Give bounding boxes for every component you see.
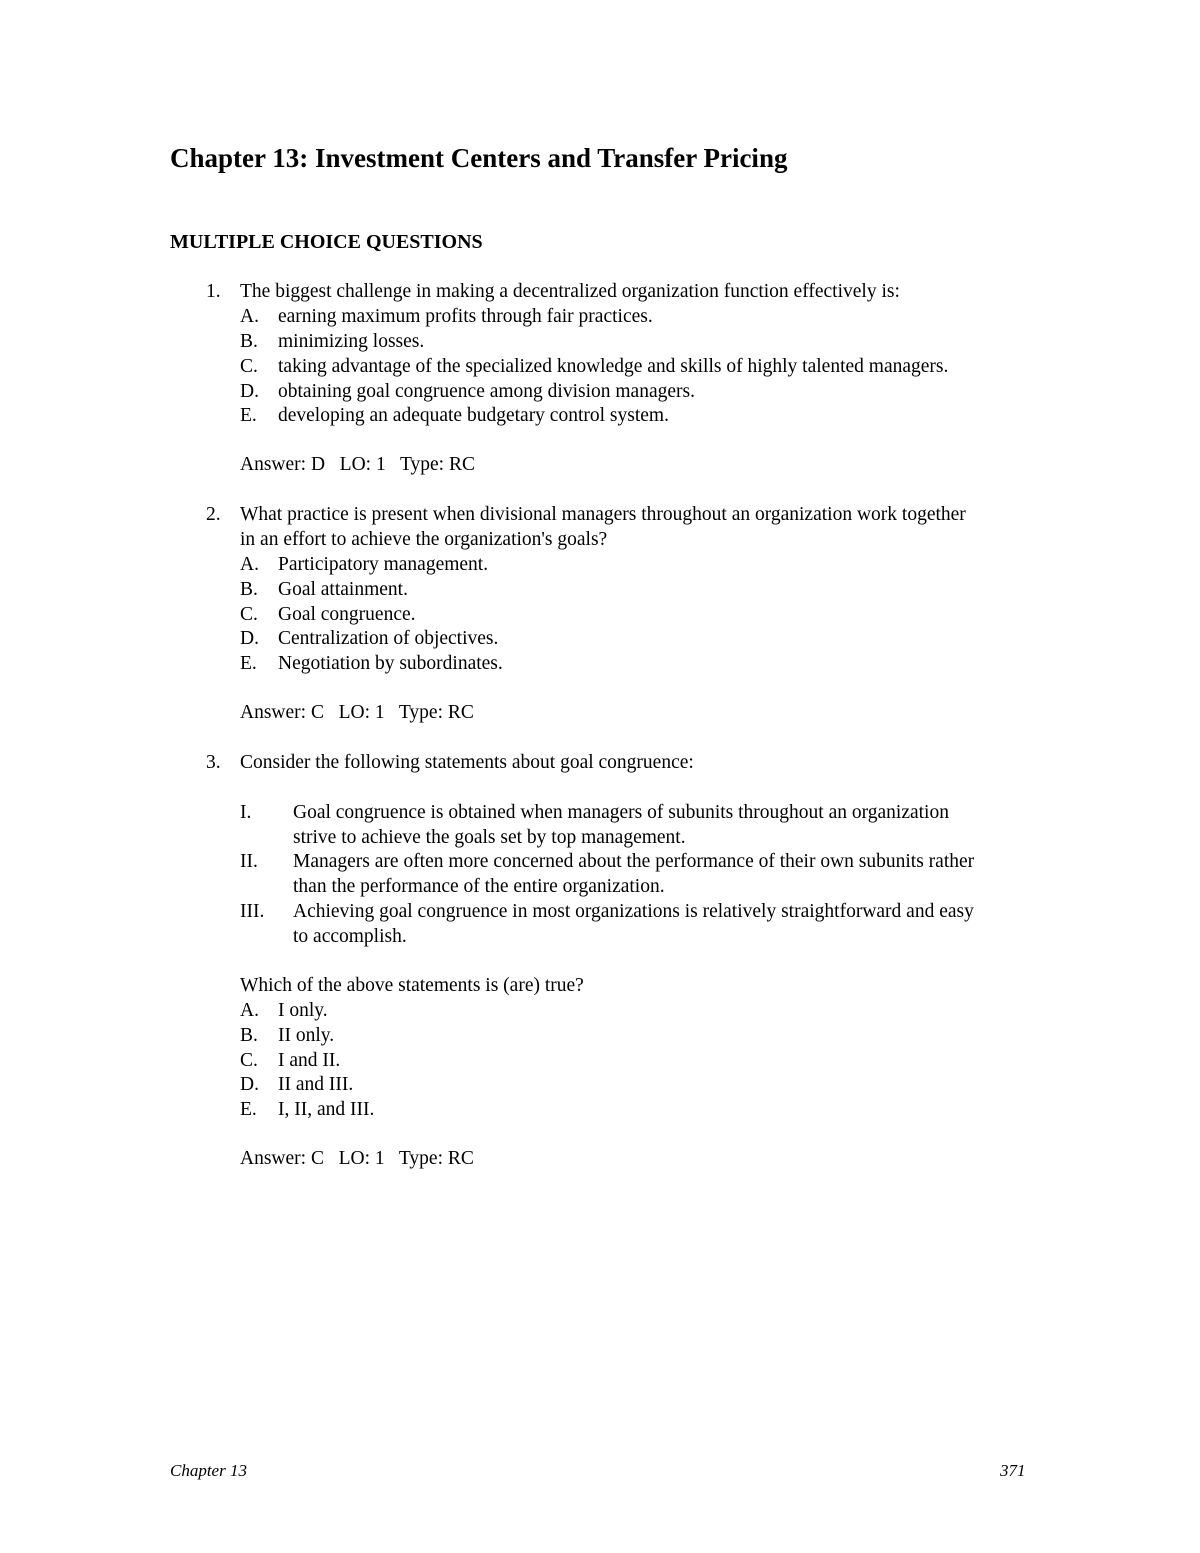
statement-text: than the performance of the entire organization. — [293, 876, 665, 897]
option-text: I and II. — [278, 1050, 341, 1071]
option-text: developing an adequate budgetary control system. — [278, 405, 669, 426]
footer-page-number: 371 — [1000, 1461, 1026, 1480]
question-prompt: Which of the above statements is (are) true? — [240, 975, 584, 996]
option-letter: A. — [240, 554, 259, 575]
option-text: taking advantage of the specialized knowledge and skills of highly talented managers. — [278, 356, 949, 377]
option-letter: A. — [240, 1000, 259, 1021]
option-letter: E. — [240, 653, 257, 674]
statement-text: Achieving goal congruence in most organizations is relatively straightforward and easy — [293, 901, 974, 922]
option-letter: E. — [240, 1099, 257, 1120]
option-text: Goal attainment. — [278, 579, 408, 600]
option-text: II only. — [278, 1025, 335, 1046]
option-text: Centralization of objectives. — [278, 628, 499, 649]
option-letter: D. — [240, 1074, 259, 1095]
statement-text: to accomplish. — [293, 926, 407, 947]
question-number: 3. — [206, 752, 221, 773]
answer-line: Answer: C LO: 1 Type: RC — [240, 702, 474, 723]
question-stem: The biggest challenge in making a decentralized organization function effectively is: — [240, 281, 900, 302]
option-text: Goal congruence. — [278, 604, 416, 625]
option-letter: B. — [240, 331, 258, 352]
option-letter: A. — [240, 306, 259, 327]
statement-numeral: II. — [240, 851, 258, 872]
option-text: II and III. — [278, 1074, 354, 1095]
question-stem: in an effort to achieve the organization's goals? — [240, 529, 608, 550]
section-heading: MULTIPLE CHOICE QUESTIONS — [170, 231, 483, 253]
question-stem: What practice is present when divisional managers throughout an organization work together — [240, 504, 966, 525]
answer-line: Answer: C LO: 1 Type: RC — [240, 1148, 474, 1169]
statement-text: Goal congruence is obtained when managers of subunits throughout an organization — [293, 802, 949, 823]
option-text: earning maximum profits through fair practices. — [278, 306, 653, 327]
option-letter: C. — [240, 1050, 258, 1071]
option-text: Negotiation by subordinates. — [278, 653, 503, 674]
page-title: Chapter 13: Investment Centers and Transfer Pricing — [170, 143, 788, 173]
question-stem: Consider the following statements about goal congruence: — [240, 752, 694, 773]
statement-text: Managers are often more concerned about the performance of their own subunits rather — [293, 851, 975, 872]
statement-text: strive to achieve the goals set by top management. — [293, 827, 686, 848]
footer-chapter: Chapter 13 — [170, 1461, 247, 1480]
option-letter: D. — [240, 381, 259, 402]
option-text: I only. — [278, 1000, 328, 1021]
option-text: obtaining goal congruence among division managers. — [278, 381, 695, 402]
option-letter: B. — [240, 579, 258, 600]
option-text: I, II, and III. — [278, 1099, 375, 1120]
option-letter: C. — [240, 356, 258, 377]
option-letter: D. — [240, 628, 259, 649]
answer-line: Answer: D LO: 1 Type: RC — [240, 454, 475, 475]
option-letter: C. — [240, 604, 258, 625]
option-letter: B. — [240, 1025, 258, 1046]
option-text: Participatory management. — [278, 554, 489, 575]
question-number: 2. — [206, 504, 221, 525]
statement-numeral: I. — [240, 802, 252, 823]
question-number: 1. — [206, 281, 221, 302]
statement-numeral: III. — [240, 901, 265, 922]
option-letter: E. — [240, 405, 257, 426]
option-text: minimizing losses. — [278, 331, 425, 352]
